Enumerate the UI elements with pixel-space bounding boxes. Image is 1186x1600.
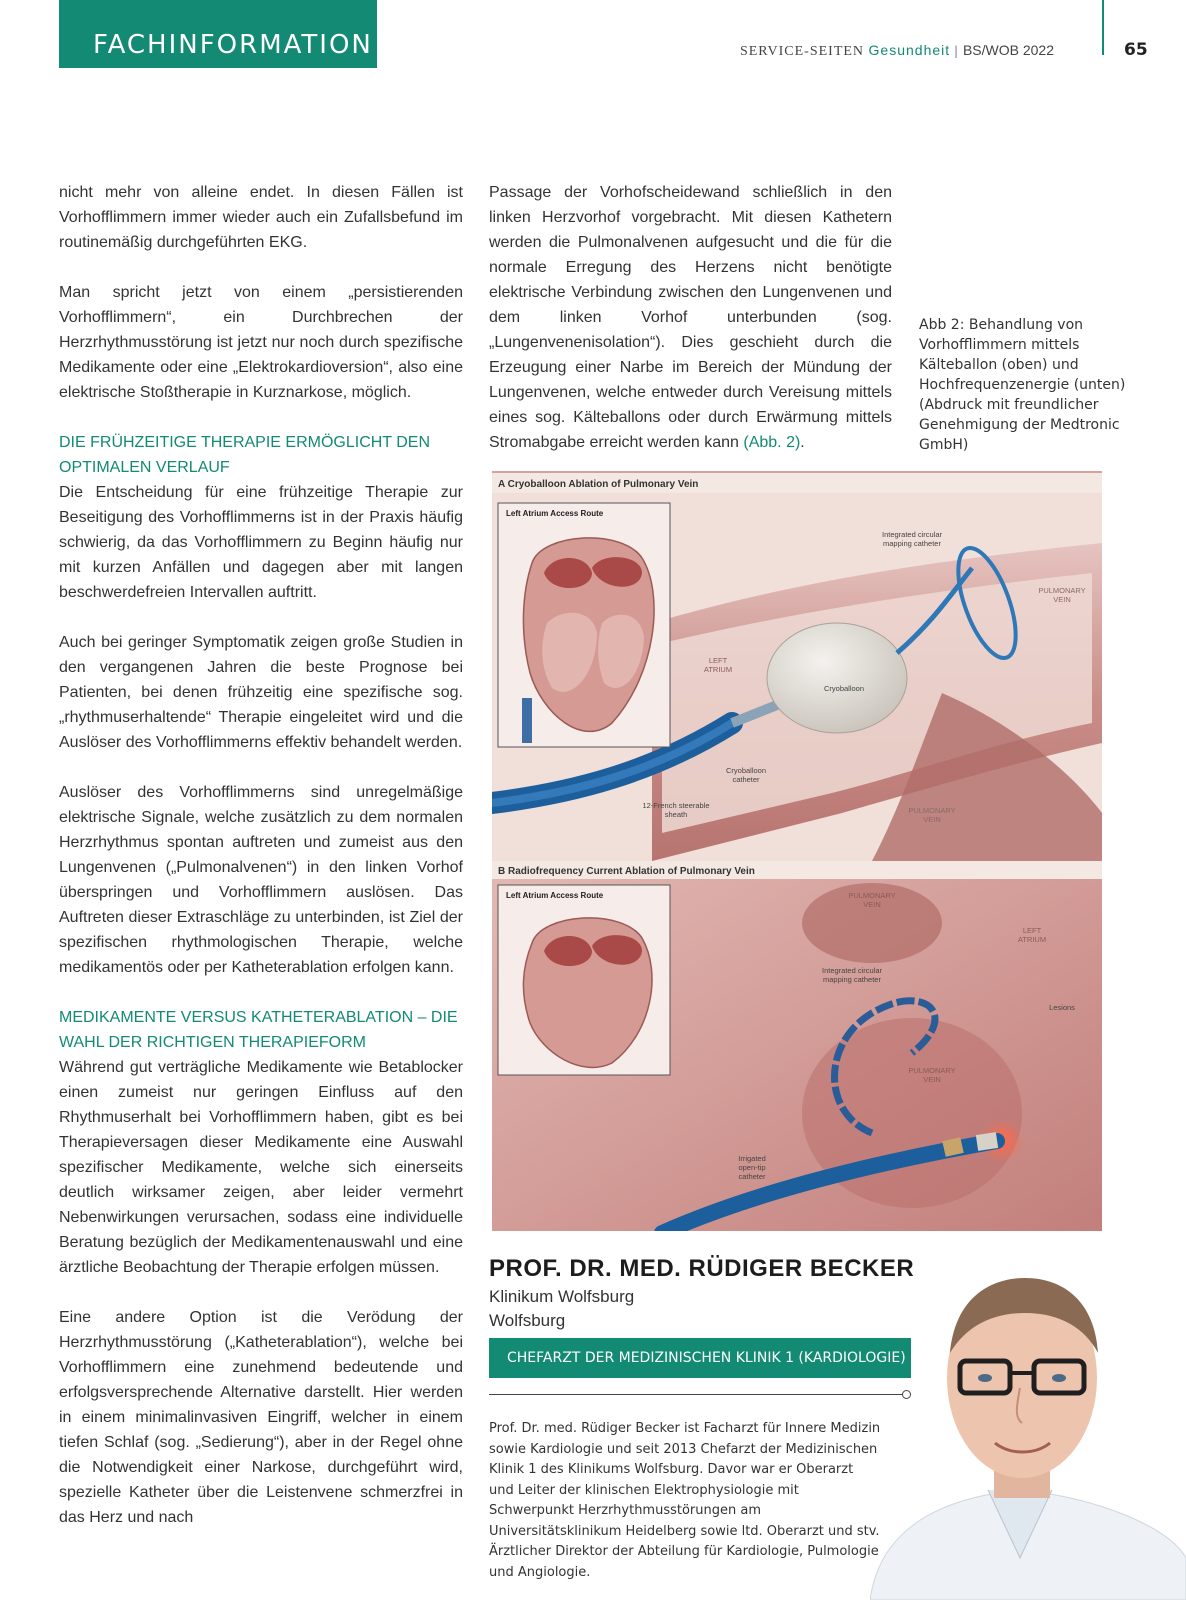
paragraph: Während gut verträgliche Medikamente wie Betablocker einen zumeist nur geringen Einfluss auf den Rhythmuserhalt bei Vorhofflimmern haben, gibt es bei Therapieversagen dieser Medikamente eine Auswahl spezifischer Medikamente, welche sich einerseits deutlich wirksamer zeigen, aber leider vermehrt Nebenwirkungen verursachen, sodass eine individuelle Beratung bezüglich der Medikamentenauswahl und eine ärztliche Beobachtung der Therapie erfolgen müssen.: [59, 1059, 463, 1276]
label-irrigated-3: catheter: [738, 1172, 766, 1181]
header-divider: [1102, 0, 1104, 55]
page-number: 65: [1124, 40, 1148, 60]
label-cryoballoon: Cryoballoon: [823, 684, 865, 693]
bio-divider: [489, 1394, 907, 1395]
label-sheath-2: sheath: [664, 810, 688, 819]
section-label: FACHINFORMATION: [93, 30, 373, 60]
label-pv-b-top-2: VEIN: [863, 900, 881, 909]
author-name: PROF. DR. MED. RÜDIGER BECKER: [489, 1255, 915, 1282]
label-mapping-b-2: mapping catheter: [823, 975, 881, 984]
author-role-badge: CHEFARZT DER MEDIZINISCHEN KLINIK 1 (KARDIOLOGIE): [489, 1338, 911, 1378]
label-pv-b-2: VEIN: [923, 1075, 941, 1084]
label-lesions: Lesions: [1049, 1003, 1075, 1012]
label-irrigated-2: open-tip: [738, 1163, 766, 1172]
label-pv-b-top: PULMONARY: [848, 891, 896, 900]
paragraph: Die Entscheidung für eine frühzeitige Therapie zur Beseitigung des Vorhofflimmerns ist in der Praxis häufig schwierig, da das Vorhofflimmern zu Beginn häufig nur mit kurzen Anfällen und dagegen aber mit langen beschwerdefreien Intervallen auftritt.: [59, 484, 463, 601]
medical-illustration: [492, 471, 1102, 1231]
label-mapping-a: Integrated circular: [881, 530, 943, 539]
article-column-1: [59, 180, 463, 1530]
header-service: SERVICE-SEITEN: [739, 44, 865, 59]
paragraph: Eine andere Option ist die Verödung der Herzrhythmusstörung („Katheterablation“), welche bei Vorhofflimmern eine zunehmend bedeutende und erfolgsversprechende Alternative darstellt. Hier werden in einem minimalinvasiven Eingriff, welcher in einem tiefen Schlaf (sog. „Sedierung“), aber in der Regel ohne die Notwendigkeit einer Narkose, durchgeführt wird, spezielle Katheter über die Leistenvene schmerzfrei in das Herz und nach: [59, 1309, 463, 1526]
label-mapping-a-2: mapping catheter: [883, 539, 941, 548]
label-irrigated: Irrigated: [738, 1154, 766, 1163]
paragraph-text: Passage der Vorhofscheidewand schließlich in den linken Herzvorhof vorgebracht. Mit diesen Kathetern werden die Pulmonalvenen aufgesucht und die für die normale Erregung des Herzens nicht benötigte elektrische Verbindung zwischen den Lungenvenen und dem linken Vorhof unterbunden (sog. „Lungenvenenisolation“). Dies geschieht durch die Erzeugung einer Narbe im Bereich der Mündung der Lungenvenen, welche entweder durch Vereisung mittels eines sog. Kälteballons oder durch Erwärmung mittels Stromabgabe erreicht werden kann: [489, 184, 892, 451]
label-la-a: LEFT: [708, 656, 728, 665]
label-mapping-b: Integrated circular: [821, 966, 883, 975]
subheading: DIE FRÜHZEITIGE THERAPIE ERMÖGLICHT DEN OPTIMALEN VERLAUF: [59, 434, 431, 476]
paragraph: Man spricht jetzt von einem „persistierenden Vorhofflimmern“, ein Durchbrechen der Herzrhythmusstörung ist jetzt nur noch durch spezifische Medikamente oder eine „Elektrokardioversion“, also eine elektrische Stoßtherapie in Kurznarkose, möglich.: [59, 284, 463, 401]
paragraph: [489, 180, 892, 455]
paragraph: Auslöser des Vorhofflimmerns sind unregelmäßige elektrische Signale, welche zusätzlich zu dem normalen Herzrhythmus spontan auftreten und zumeist aus den Lungenvenen („Pulmonalvenen“) in den linken Vorhof überspringen und Vorhofflimmern auslösen. Das Auftreten dieser Extraschläge zu unterbinden, ist Ziel der spezifischen rhythmologischen Therapie, welche medikamentös oder per Katheterablation erfolgen kann.: [59, 784, 463, 976]
label-pv-b: PULMONARY: [908, 1066, 956, 1075]
label-la-b: LEFT: [1022, 926, 1042, 935]
article-column-2: [489, 180, 892, 455]
panel-a-title: A Cryoballoon Ablation of Pulmonary Vein: [498, 479, 699, 490]
label-pv-a-low: PULMONARY: [908, 806, 956, 815]
inset-a-label: Left Atrium Access Route: [506, 509, 604, 518]
running-header: [740, 42, 1054, 60]
header-topic: Gesundheit: [868, 42, 951, 58]
subheading: MEDIKAMENTE VERSUS KATHETERABLATION – DIE WAHL DER RICHTIGEN THERAPIEFORM: [59, 1009, 458, 1051]
label-sheath: 12-French steerable: [642, 801, 710, 810]
label-pv-a: PULMONARY: [1038, 586, 1086, 595]
cryoballoon: [767, 623, 907, 733]
label-cryo-catheter-2: catheter: [732, 775, 760, 784]
inset-b-label: Left Atrium Access Route: [506, 891, 604, 900]
header-separator: |: [950, 44, 963, 59]
figure-caption: Abb 2: Behandlung von Vorhofflimmern mittels Kälteballon (oben) und Hochfrequenzenergie (unten) (Abdruck mit freundlicher Genehmigung der Medtronic GmbH): [919, 317, 1126, 453]
figure-reference-link[interactable]: (Abb. 2): [743, 434, 801, 451]
author-portrait: [870, 1258, 1186, 1600]
header-issue: BS/WOB 2022: [962, 42, 1054, 58]
author-bio: Prof. Dr. med. Rüdiger Becker ist Facharzt für Innere Medizin sowie Kardiologie und seit 2013 Chefarzt der Medizinischen Klinik 1 des Klinikums Wolfsburg. Davor war er Oberarzt und Leiter der klinischen Elektrophysiologie mit Schwerpunkt Herzrhythmusstörungen am Universitätsklinikum Heidelberg sowie ltd. Oberarzt und stv. Ärztlicher Direktor der Abteilung für Kardiologie, Pulmologie und Angiologie.: [489, 1421, 881, 1580]
paragraph: nicht mehr von alleine endet. In diesen Fällen ist Vorhofflimmern immer wieder auch ein Zufallsbefund im routinemäßig durchgeführten EKG.: [59, 184, 463, 251]
label-cryo-catheter: Cryoballoon: [725, 766, 767, 775]
label-pv-a-low-2: VEIN: [923, 815, 941, 824]
author-city: Wolfsburg: [489, 1311, 566, 1330]
paragraph: Auch bei geringer Symptomatik zeigen große Studien in den vergangenen Jahren die beste Prognose bei Patienten, bei denen frühzeitig eine spezifische sog. „rhythmuserhaltende“ Therapie eingeleitet wird und die Auslöser des Vorhofflimmerns effektiv behandelt werden.: [59, 634, 463, 751]
label-pv-a-2: VEIN: [1053, 595, 1071, 604]
section-label-box: [59, 0, 377, 68]
paragraph-end: .: [800, 434, 805, 451]
label-la-a-2: ATRIUM: [703, 665, 733, 674]
panel-b-title: B Radiofrequency Current Ablation of Pulmonary Vein: [498, 866, 755, 877]
label-la-b-2: ATRIUM: [1017, 935, 1047, 944]
author-clinic: Klinikum Wolfsburg: [489, 1287, 635, 1306]
